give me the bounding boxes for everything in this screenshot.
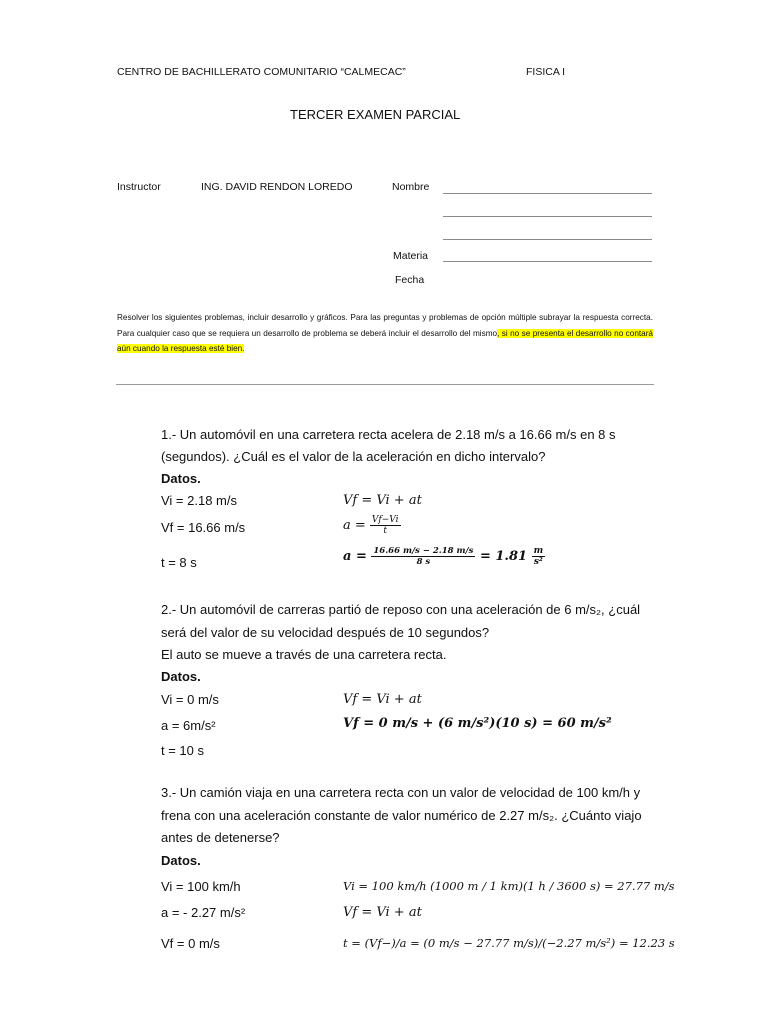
p2-dato-a: a = 6m/s² bbox=[161, 718, 216, 733]
p1-question-line2: (segundos). ¿Cuál es el valor de la aceleración en dicho intervalo? bbox=[161, 449, 546, 464]
p1-question-line1: 1.- Un automóvil en una carretera recta acelera de 2.18 m/s a 16.66 m/s en 8 s bbox=[161, 427, 616, 442]
materia-line[interactable] bbox=[443, 261, 652, 262]
p1-eq-result-den: 8 s bbox=[416, 557, 431, 567]
p1-eq-result-value: = 1.81 bbox=[479, 549, 528, 564]
p3-eq-time: t = (Vf−)/a = (0 m/s − 27.77 m/s)/(−2.27 m/s²) = 12.23 s bbox=[343, 936, 675, 950]
p3-datos: Datos. bbox=[161, 853, 201, 868]
nombre-line-2[interactable] bbox=[443, 216, 652, 217]
section-divider bbox=[116, 384, 654, 385]
p2-datos: Datos. bbox=[161, 669, 201, 684]
p1-eq-a-lhs: a = bbox=[343, 518, 366, 533]
p1-dato-vi: Vi = 2.18 m/s bbox=[161, 493, 237, 508]
p3-question-line2: frena con una aceleración constante de valor numérico de 2.27 m/s₂. ¿Cuánto viajo bbox=[161, 808, 642, 823]
p1-eq-result-unit-num: m bbox=[533, 546, 544, 556]
p3-question-line3: antes de detenerse? bbox=[161, 830, 280, 845]
p3-eq-conversion: Vi = 100 km/h (1000 m / 1 km)(1 h / 3600 s) = 27.77 m/s bbox=[343, 879, 675, 893]
p3-eq-vf: Vf = Vi + at bbox=[343, 905, 422, 920]
instructions-text: Resolver los siguientes problemas, incluir desarrollo y gráficos. Para las preguntas y problemas de opción múltiple subrayar la respuesta correcta. Para cualquier caso que se requiera un desarrollo de problema se deberá incluir el desarrollo del mismo bbox=[117, 313, 653, 338]
instructor-name: ING. DAVID RENDON LOREDO bbox=[201, 181, 353, 193]
instructor-label: Instructor bbox=[117, 181, 161, 193]
p2-question-line2: será del valor de su velocidad después de 10 segundos? bbox=[161, 625, 490, 640]
fecha-label: Fecha bbox=[395, 274, 425, 286]
p1-dato-vf: Vf = 16.66 m/s bbox=[161, 520, 246, 535]
materia-label: Materia bbox=[393, 250, 429, 262]
p1-eq-result-lhs: a = bbox=[343, 549, 367, 564]
p3-dato-vf: Vf = 0 m/s bbox=[161, 936, 220, 951]
p1-eq-a bbox=[343, 515, 401, 536]
p1-dato-t: t = 8 s bbox=[161, 555, 197, 570]
p2-dato-t: t = 10 s bbox=[161, 743, 204, 758]
p2-eq-result: Vf = 0 m/s + (6 m/s²)(10 s) = 60 m/s² bbox=[343, 716, 612, 731]
p1-eq-vf: Vf = Vi + at bbox=[343, 493, 422, 508]
subject-name: FISICA I bbox=[526, 66, 566, 78]
school-name: CENTRO DE BACHILLERATO COMUNITARIO “CALMECAC” bbox=[117, 66, 406, 78]
p1-eq-result-unit-den: s² bbox=[533, 557, 543, 567]
p2-question-line3: El auto se mueve a través de una carretera recta. bbox=[161, 647, 447, 662]
p2-eq-vf: Vf = Vi + at bbox=[343, 692, 422, 707]
p1-eq-result-num: 16.66 m/s − 2.18 m/s bbox=[373, 546, 474, 556]
p1-eq-result bbox=[343, 546, 545, 567]
nombre-line-1[interactable] bbox=[443, 193, 652, 194]
p1-eq-a-num: Vf−Vi bbox=[371, 515, 399, 525]
p2-dato-vi: Vi = 0 m/s bbox=[161, 692, 219, 707]
p3-dato-a: a = - 2.27 m/s² bbox=[161, 905, 246, 920]
nombre-label: Nombre bbox=[392, 181, 430, 193]
p1-datos: Datos. bbox=[161, 471, 201, 486]
instructions bbox=[117, 310, 653, 357]
p3-question-line1: 3.- Un camión viaja en una carretera recta con un valor de velocidad de 100 km/h y bbox=[161, 785, 641, 800]
p3-dato-vi: Vi = 100 km/h bbox=[161, 879, 241, 894]
nombre-line-3[interactable] bbox=[443, 239, 652, 240]
p1-eq-a-den: t bbox=[383, 526, 388, 536]
p2-question-line1: 2.- Un automóvil de carreras partió de reposo con una aceleración de 6 m/s₂, ¿cuál bbox=[161, 602, 641, 617]
exam-title: TERCER EXAMEN PARCIAL bbox=[290, 107, 461, 122]
instructions-highlight: , si no se presenta el desarrollo no contará aún cuando la respuesta esté bien. bbox=[117, 328, 653, 353]
